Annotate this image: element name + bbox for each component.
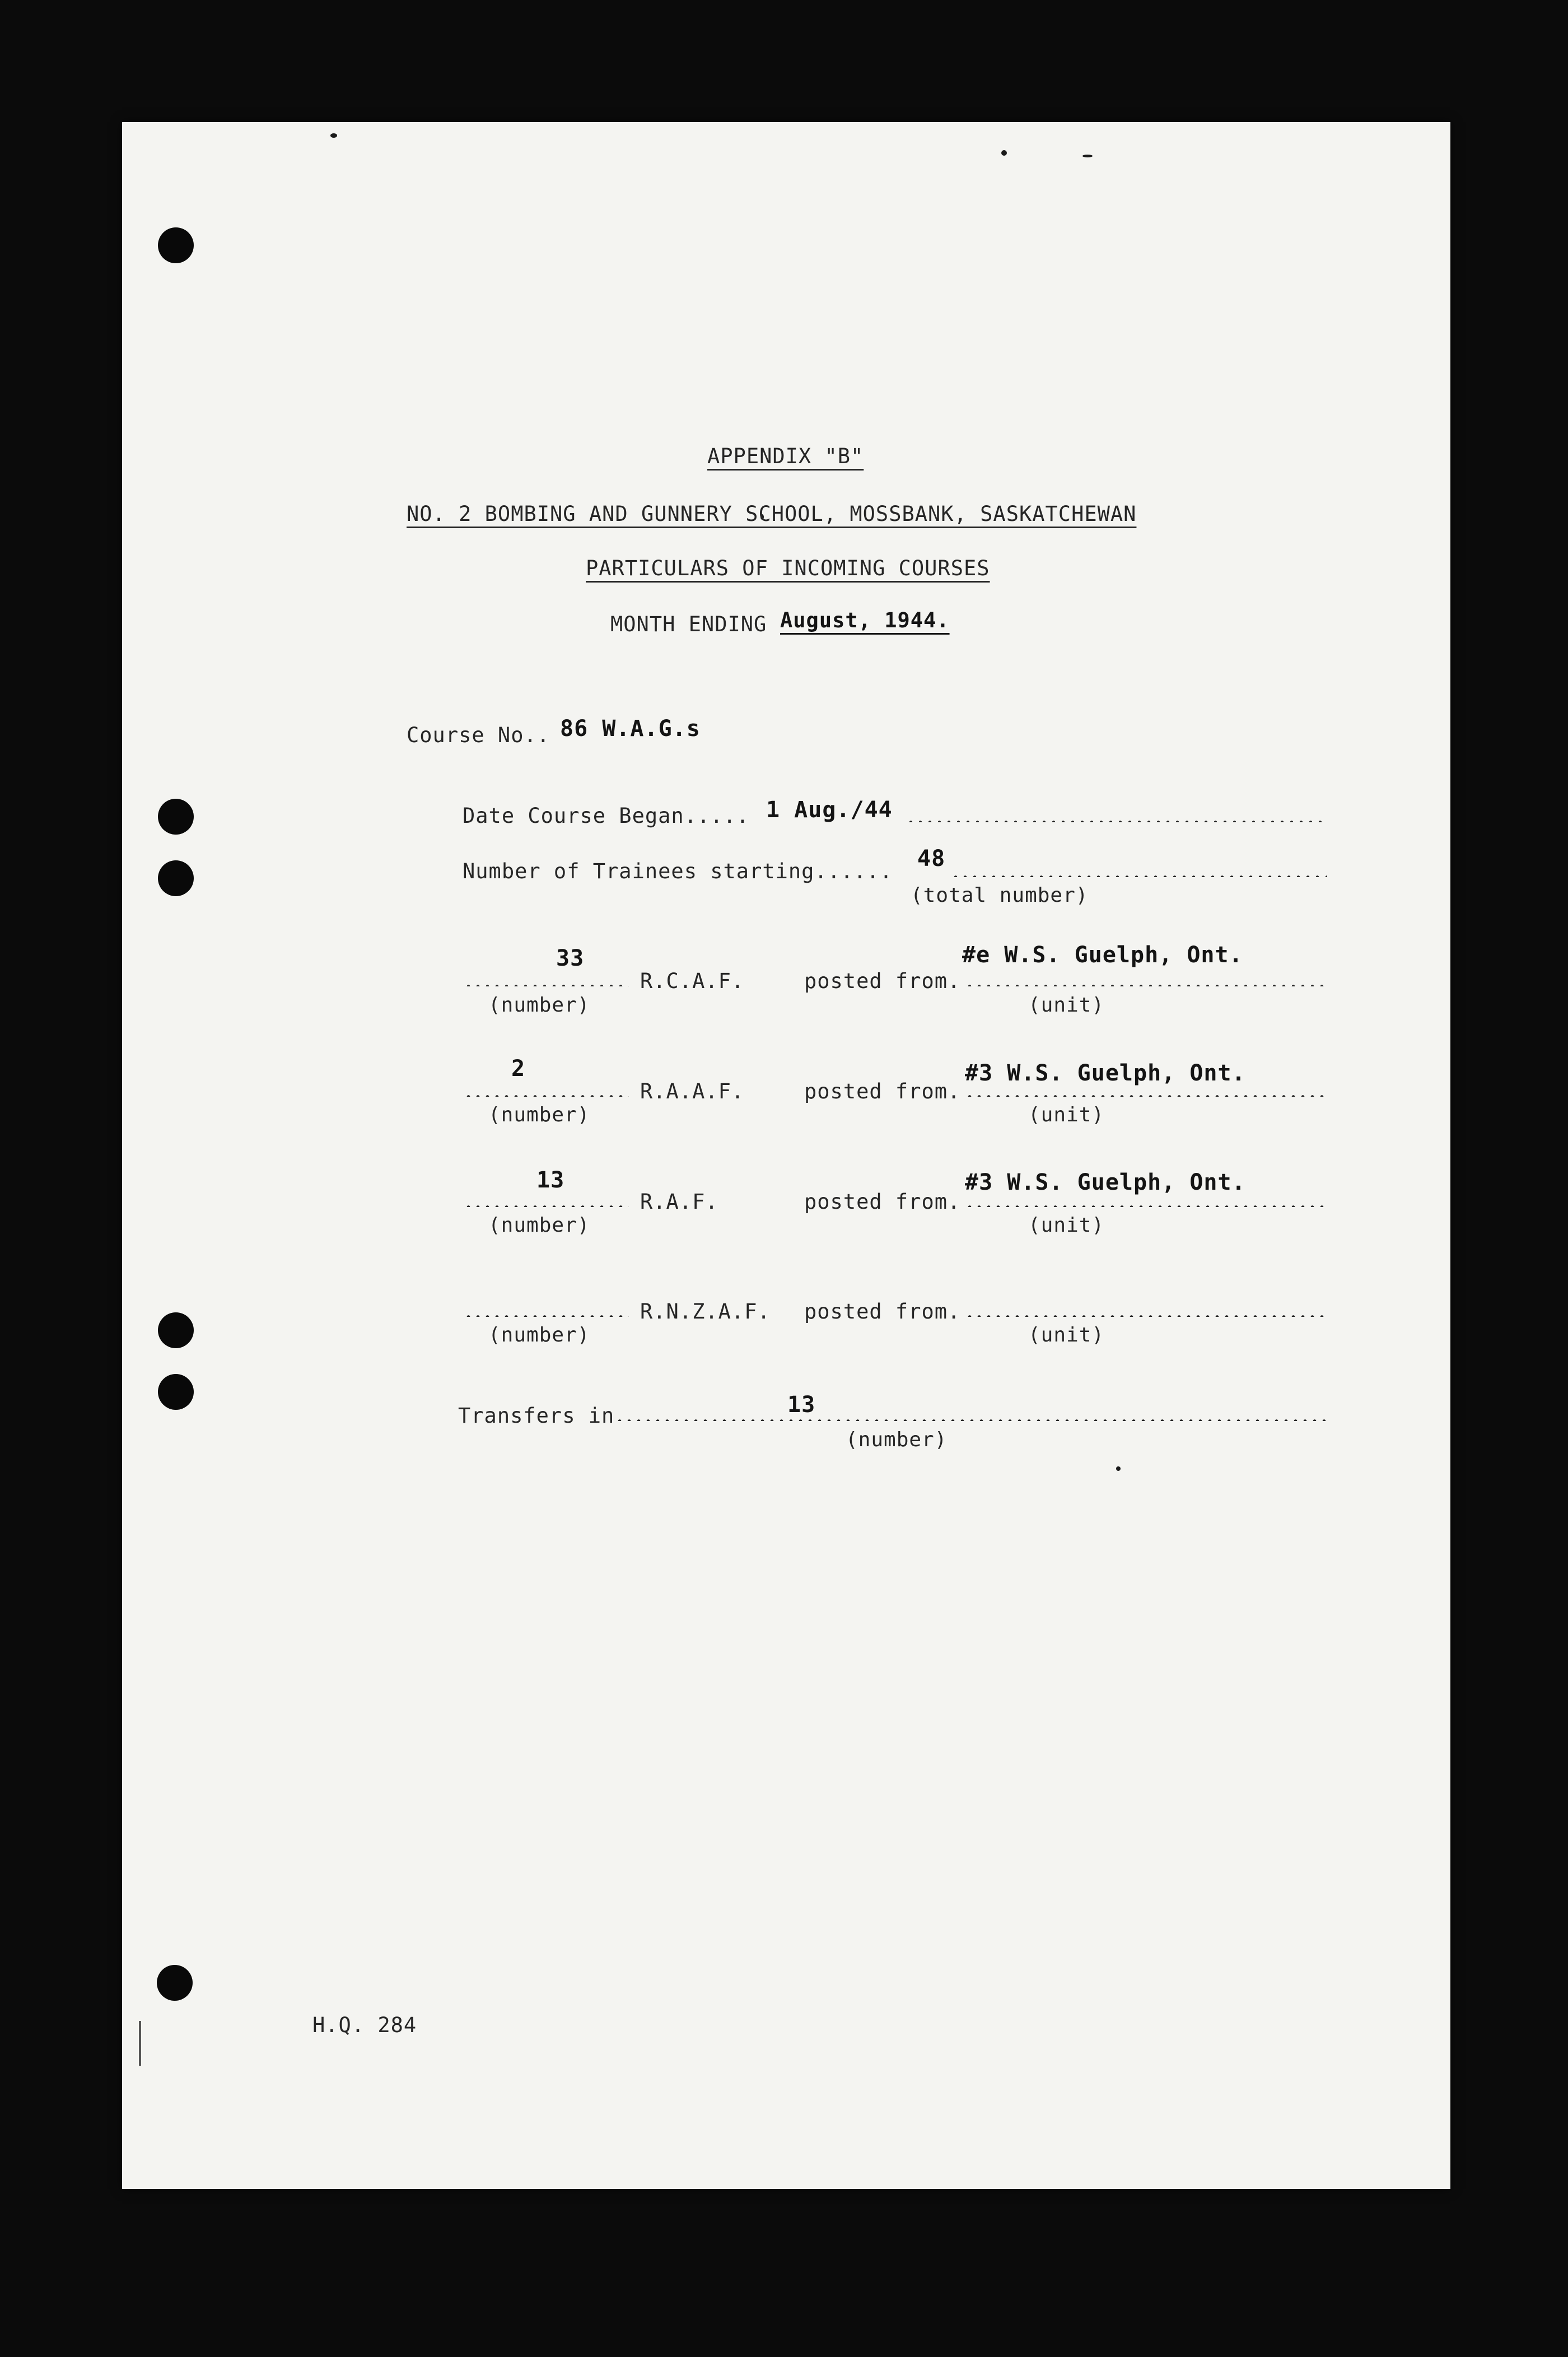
row-force: R.N.Z.A.F.	[640, 1299, 771, 1324]
dotted-leader	[965, 1314, 1328, 1317]
dotted-leader	[906, 819, 1327, 822]
trainees-caption: (total number)	[911, 884, 1089, 907]
document-page	[122, 122, 1450, 2189]
school-heading: NO. 2 BOMBING AND GUNNERY SCHOOL, MOSSBANK, SASKATCHEWAN	[407, 502, 1137, 526]
dotted-leader	[464, 1094, 629, 1097]
trainees-value: 48	[917, 846, 946, 872]
margin-mark	[139, 2021, 141, 2066]
row-number-caption: (number)	[488, 1324, 590, 1347]
dotted-leader	[965, 984, 1328, 986]
appendix-heading: APPENDIX "B"	[707, 444, 864, 468]
punch-hole	[158, 799, 194, 835]
dotted-leader	[464, 1314, 629, 1317]
row-posted-label: posted from.	[804, 1190, 961, 1214]
row-unit-value: #e W.S. Guelph, Ont.	[962, 942, 1243, 968]
row-force: R.A.A.F.	[640, 1079, 745, 1103]
trainees-label: Number of Trainees starting......	[463, 859, 893, 883]
transfers-caption: (number)	[846, 1428, 948, 1451]
row-posted-label: posted from.	[804, 1299, 961, 1324]
transfers-value: 13	[787, 1392, 816, 1418]
row-posted-label: posted from.	[804, 1079, 961, 1103]
punch-hole	[158, 1374, 194, 1410]
speck	[1082, 155, 1093, 157]
month-ending-value: August, 1944.	[780, 608, 950, 632]
form-id: H.Q. 284	[312, 2013, 417, 2037]
date-began-label: Date Course Began.....	[463, 804, 750, 828]
speck	[1001, 150, 1007, 156]
month-ending-label: MONTH ENDING	[610, 612, 767, 636]
row-number-caption: (number)	[488, 994, 590, 1017]
dotted-leader	[965, 1204, 1328, 1207]
course-value: 86 W.A.G.s	[560, 716, 701, 742]
row-number-value: 13	[536, 1167, 565, 1193]
date-began-value: 1 Aug./44	[766, 797, 893, 823]
row-unit-caption: (unit)	[1028, 1214, 1105, 1237]
dotted-leader	[615, 1418, 1327, 1421]
punch-hole	[158, 860, 194, 896]
speck	[1116, 1466, 1121, 1471]
speck	[330, 133, 337, 138]
punch-hole	[158, 227, 194, 263]
row-unit-caption: (unit)	[1028, 994, 1105, 1017]
row-unit-value: #3 W.S. Guelph, Ont.	[965, 1060, 1246, 1086]
row-force: R.A.F.	[640, 1190, 718, 1214]
row-unit-value: #3 W.S. Guelph, Ont.	[965, 1170, 1246, 1195]
row-number-value: 2	[511, 1056, 526, 1082]
row-posted-label: posted from.	[804, 969, 961, 993]
transfers-label: Transfers in	[458, 1404, 615, 1428]
particulars-heading: PARTICULARS OF INCOMING COURSES	[586, 556, 990, 580]
row-number-value: 33	[556, 945, 585, 971]
dotted-leader	[965, 1094, 1328, 1097]
course-label: Course No..	[407, 723, 550, 747]
punch-hole	[158, 1312, 194, 1348]
dotted-leader	[464, 984, 629, 986]
punch-hole	[157, 1965, 193, 2001]
row-force: R.C.A.F.	[640, 969, 745, 993]
row-unit-caption: (unit)	[1028, 1103, 1105, 1126]
dotted-leader	[464, 1204, 629, 1207]
row-number-caption: (number)	[488, 1214, 590, 1237]
dotted-leader	[951, 874, 1327, 877]
row-number-caption: (number)	[488, 1103, 590, 1126]
row-unit-caption: (unit)	[1028, 1324, 1105, 1347]
